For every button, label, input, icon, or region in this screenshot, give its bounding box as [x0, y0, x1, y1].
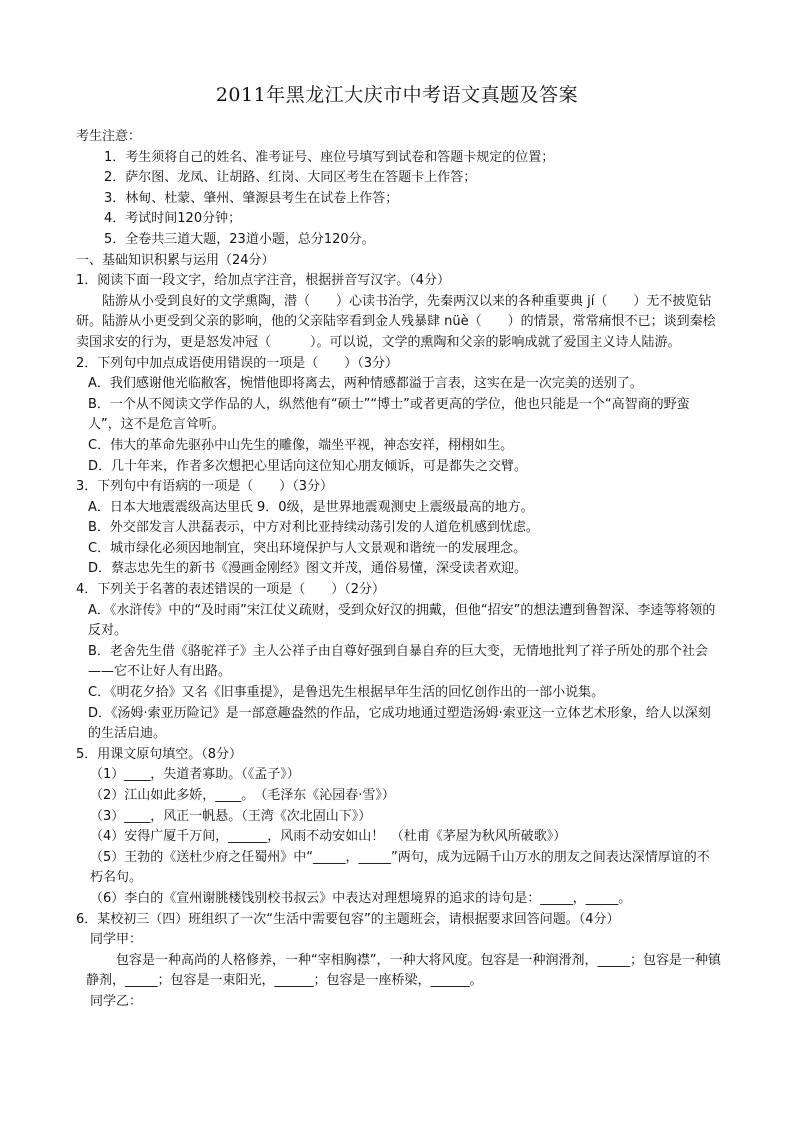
question-2-stem: 2．下列句中加点成语使用错误的一项是（ ）（3分）	[76, 355, 399, 371]
notice-item: 1．考生须将自己的姓名、准考证号、座位号填写到试卷和答题卡规定的位置；	[104, 149, 555, 165]
question-1-stem: 1．阅读下面一段文字，给加点字注音，根据拼音写汉字。（4分）	[76, 273, 451, 289]
question-4-option-a: A．《水浒传》中的“及时雨”宋江仗义疏财，受到众好汉的拥戴，但他“招安”的想法遭到鲁智深、李逵等将领的反对。	[88, 602, 716, 639]
page-title: 2011年黑龙江大庆市中考语文真题及答案	[215, 84, 579, 106]
question-1-passage: 陆游从小受到良好的文学熏陶，潜（ ）心读书治学，先秦两汉以来的各种重要典 jí（ ）无不披览钻研。陆游从小更受到父亲的影响，他的父亲陆宰看到金人残暴肆 nüè（ ）的情景，常常痛恨不已；谈到秦桧卖国求安的行为，更是怒发冲冠（ ）。可以说，文学的熏陶和父亲的影响成就了爱国主义诗人陆游。	[76, 293, 716, 350]
question-5-stem: 5．用课文原句填空。（8分）	[76, 746, 243, 762]
question-3-option-a: A．日本大地震震级高达里氏 9．0级，是世界地震观测史上震级最高的地方。	[88, 499, 534, 515]
question-5-item-6: （6）李白的《宣州谢朓楼饯别校书叔云》中表达对理想境界的追求的诗句是：_____，_____。	[90, 890, 632, 906]
notice-item: 5．全卷共三道大题，23道小题，总分120分。	[104, 231, 375, 247]
question-2-option-a: A．我们感谢他光临敝客，惋惜他即将离去，两种情感都溢于言表，这实在是一次完美的送别了。	[88, 376, 643, 392]
student-a-label: 同学甲：	[90, 932, 143, 948]
notice-item: 3．林甸、杜蒙、肇州、肇源县考生在试卷上作答；	[104, 190, 399, 206]
student-b-label: 同学乙：	[90, 993, 143, 1009]
student-a-passage: 包容是一种高尚的人格修养，一种“宰相胸襟”，一种大将风度。包容是一种润滑剂，_____；包容是一种镇静剂，_____；包容是一束阳光，______；包容是一座桥梁，______。	[86, 952, 721, 989]
question-5-item-5: （5）王勃的《送杜少府之任蜀州》中“_____，_____”两句，成为远隔千山万水的朋友之间表达深情厚谊的不朽名句。	[90, 849, 710, 886]
question-5-item-3: （3）____，风正一帆悬。（王湾《次北固山下》）	[90, 808, 372, 824]
question-4-option-d: D．《汤姆·索亚历险记》是一部意趣盎然的作品，它成功地通过塑造汤姆·索亚这一立体艺术形象，给人以深刻的生活启迪。	[88, 705, 711, 742]
notice-item: 4．考试时间120分钟；	[104, 211, 242, 227]
question-6-stem: 6．某校初三（四）班组织了一次“生活中需要包容”的主题班会，请根据要求回答问题。（4分）	[76, 911, 620, 927]
question-2-option-b: B．一个从不阅读文学作品的人，纵然他有“硕士”“博士”或者更高的学位，他也只能是一个“高智商的野蛮人”，这不是危言耸听。	[88, 396, 690, 433]
question-5-item-4: （4）安得广厦千万间，______，风雨不动安如山！ （杜甫《茅屋为秋风所破歌》）	[90, 829, 567, 845]
question-4-option-b: B．老舍先生借《骆驼祥子》主人公祥子由自尊好强到自暴自弃的巨大变，无情地批判了祥子所处的那个社会——它不让好人有出路。	[88, 643, 708, 680]
question-3-option-d: D．蔡志忠先生的新书《漫画金刚经》图文并茂，通俗易懂，深受读者欢迎。	[88, 561, 528, 577]
question-3-stem: 3．下列句中有语病的一项是（ ）（3分）	[76, 479, 334, 495]
notice-heading: 考生注意：	[76, 129, 142, 144]
question-5-item-2: （2）江山如此多娇，____。 （毛泽东《沁园春·雪》）	[90, 788, 395, 803]
question-3-option-b: B．外交部发言人洪磊表示，中方对利比亚持续动荡引发的人道危机感到忧虑。	[88, 520, 539, 536]
question-2-option-c: C．伟大的革命先驱孙中山先生的雕像，端坐平视，神态安祥，栩栩如生。	[88, 437, 514, 453]
question-5-item-1: （1）____，失道者寡助。（《孟子》）	[90, 767, 300, 783]
question-4-stem: 4．下列关于名著的表述错误的一项是（ ）（2分）	[76, 582, 386, 598]
question-3-option-c: C．城市绿化必须因地制宜，突出环境保护与人文景观和谐统一的发展理念。	[88, 540, 527, 556]
question-4-option-c: C．《明花夕拾》又名《旧事重提》，是鲁迅先生根据早年生活的回忆创作出的一部小说集。	[88, 685, 605, 701]
section-heading: 一、基础知识积累与运用（24分）	[76, 252, 275, 268]
document-body	[76, 127, 722, 1013]
question-2-option-d: D．几十年来，作者多次想把心里话向这位知心朋友倾诉，可是都失之交臂。	[88, 458, 528, 474]
notice-item: 2．萨尔图、龙凤、让胡路、红岗、大同区考生在答题卡上作答；	[104, 170, 477, 186]
